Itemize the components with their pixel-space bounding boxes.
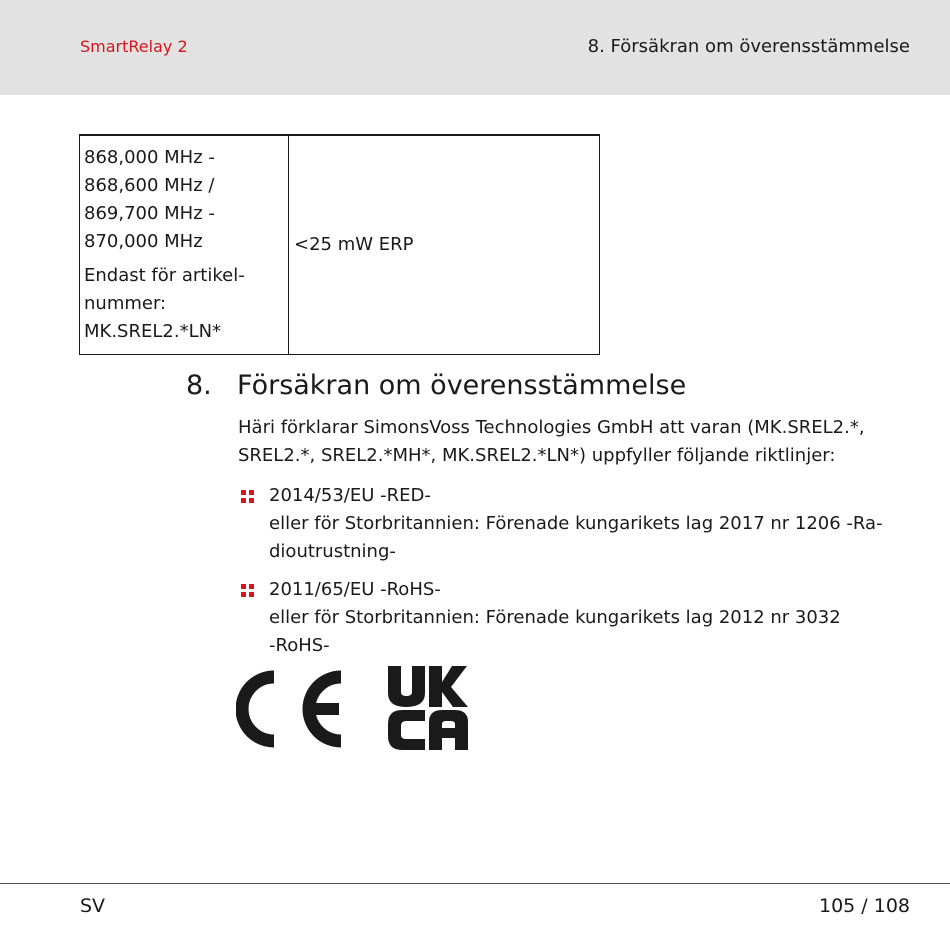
list-item: [238, 482, 918, 566]
section-number: 8.: [186, 370, 212, 401]
article-note-line: Endast för artikel-: [84, 265, 245, 286]
directive-line: -RoHS-: [269, 635, 330, 656]
power-value: <25 mW ERP: [294, 234, 414, 255]
section-heading: [186, 370, 686, 401]
bullet-icon: [241, 490, 254, 503]
table-row: [80, 135, 600, 355]
intro-line: Häri förklarar SimonsVoss Technologies GmbH att varan (MK.SREL2.*,: [238, 417, 865, 438]
frequency-line: 868,600 MHz /: [84, 175, 215, 196]
frequency-line: 869,700 MHz -: [84, 203, 215, 224]
article-note-line: MK.SREL2.*LN*: [84, 321, 222, 342]
directive-line: 2014/53/EU -RED-: [269, 485, 431, 506]
directive-line: eller för Storbritannien: Förenade kungarikets lag 2017 nr 1206 -Ra-: [269, 513, 883, 534]
intro-paragraph: [238, 414, 918, 470]
directive-line: 2011/65/EU -RoHS-: [269, 579, 441, 600]
ukca-mark-icon: [388, 666, 468, 750]
frequency-line: 870,000 MHz: [84, 231, 203, 252]
header-section-title: 8. Försäkran om överensstämmelse: [587, 36, 910, 57]
frequency-line: 868,000 MHz -: [84, 147, 215, 168]
directive-line: eller för Storbritannien: Förenade kungarikets lag 2012 nr 3032: [269, 607, 841, 628]
section-title: Försäkran om överensstämmelse: [237, 370, 687, 401]
bullet-icon: [241, 584, 254, 597]
brand-name: SmartRelay 2: [80, 37, 188, 56]
footer-divider: [0, 883, 950, 884]
frequency-table: [79, 134, 600, 355]
power-cell: [289, 135, 600, 355]
page-header: [0, 0, 950, 95]
page-number: 105 / 108: [818, 895, 910, 917]
frequency-cell: [80, 135, 289, 355]
list-item: [238, 576, 918, 660]
directive-line: dioutrustning-: [269, 541, 396, 562]
footer-language: SV: [80, 895, 106, 917]
intro-line: SREL2.*, SREL2.*MH*, MK.SREL2.*LN*) uppfyller följande riktlinjer:: [238, 445, 836, 466]
article-note-line: nummer:: [84, 293, 167, 314]
ce-mark-icon: [236, 668, 352, 750]
